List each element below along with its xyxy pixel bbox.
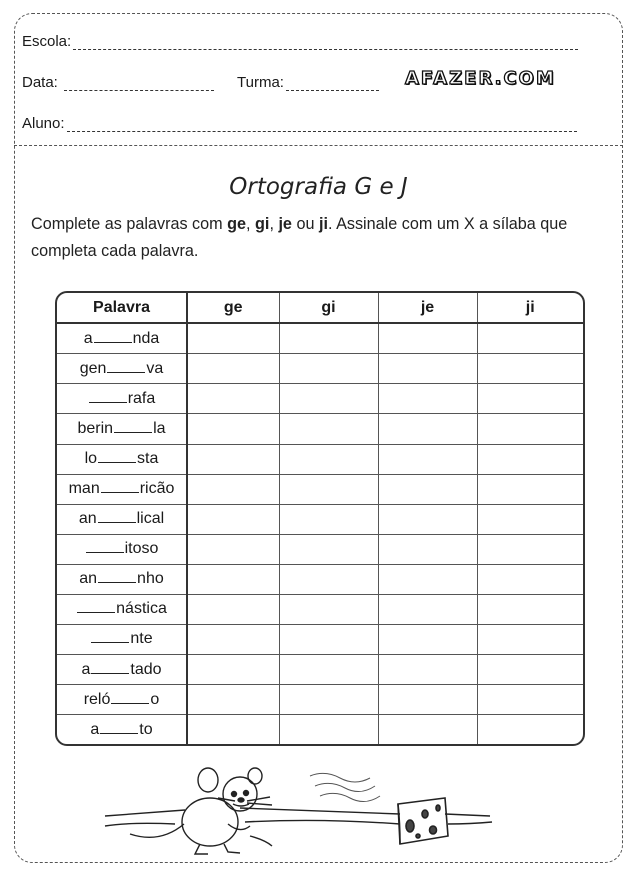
checkbox-cell-je[interactable]: [378, 654, 477, 684]
checkbox-cell-ji[interactable]: [477, 323, 583, 354]
page-title: Ortografia G e J: [229, 174, 408, 200]
checkbox-cell-ji[interactable]: [477, 685, 583, 715]
word-blank[interactable]: [86, 540, 124, 553]
syllable-table: [55, 291, 585, 746]
checkbox-cell-ge[interactable]: [187, 594, 279, 624]
cheese-icon: [398, 798, 448, 844]
checkbox-cell-je[interactable]: [378, 354, 477, 384]
checkbox-cell-je[interactable]: [378, 624, 477, 654]
checkbox-cell-ge[interactable]: [187, 444, 279, 474]
word-blank[interactable]: [98, 450, 136, 463]
word-cell: [57, 685, 187, 715]
brand-logo: AFAZER.COM: [405, 68, 556, 89]
word-blank[interactable]: [94, 330, 132, 343]
word-blank[interactable]: [98, 570, 136, 583]
word-cell: [57, 534, 187, 564]
checkbox-cell-gi[interactable]: [279, 474, 378, 504]
word-suffix: la: [153, 420, 166, 438]
checkbox-cell-ji[interactable]: [477, 564, 583, 594]
checkbox-cell-gi[interactable]: [279, 444, 378, 474]
word-prefix: gen: [79, 359, 107, 377]
checkbox-cell-ge[interactable]: [187, 384, 279, 414]
word-cell: [57, 624, 187, 654]
checkbox-cell-ge[interactable]: [187, 715, 279, 744]
checkbox-cell-gi[interactable]: [279, 685, 378, 715]
word-prefix: an: [78, 510, 97, 528]
checkbox-cell-ji[interactable]: [477, 624, 583, 654]
checkbox-cell-ji[interactable]: [477, 504, 583, 534]
instr-ge: ge: [227, 215, 247, 233]
checkbox-cell-ji[interactable]: [477, 715, 583, 744]
word-blank[interactable]: [91, 630, 129, 643]
table-row: [57, 323, 583, 354]
word-prefix: lo: [84, 450, 98, 468]
instr-gi: gi: [255, 215, 270, 233]
checkbox-cell-gi[interactable]: [279, 354, 378, 384]
header-ge: ge: [187, 293, 279, 323]
checkbox-cell-ji[interactable]: [477, 384, 583, 414]
checkbox-cell-ji[interactable]: [477, 354, 583, 384]
word-suffix: nda: [132, 329, 160, 347]
table-row: [57, 444, 583, 474]
data-line: [64, 78, 214, 91]
checkbox-cell-gi[interactable]: [279, 323, 378, 354]
word-suffix: sta: [137, 450, 159, 468]
checkbox-cell-gi[interactable]: [279, 624, 378, 654]
table-row: [57, 504, 583, 534]
table-row: [57, 384, 583, 414]
word-suffix: tado: [130, 660, 162, 678]
checkbox-cell-ge[interactable]: [187, 354, 279, 384]
checkbox-cell-gi[interactable]: [279, 384, 378, 414]
checkbox-cell-je[interactable]: [378, 414, 477, 444]
word-cell: [57, 323, 187, 354]
table-row: [57, 594, 583, 624]
word-prefix: a: [90, 720, 100, 738]
word-prefix: a: [81, 660, 91, 678]
turma-line: [286, 78, 379, 91]
header-ji: ji: [477, 293, 583, 323]
header-divider: [14, 145, 623, 146]
word-blank[interactable]: [107, 360, 145, 373]
checkbox-cell-je[interactable]: [378, 685, 477, 715]
checkbox-cell-gi[interactable]: [279, 594, 378, 624]
word-suffix: rafa: [127, 389, 156, 407]
word-blank[interactable]: [91, 661, 129, 674]
instructions: [31, 211, 621, 265]
checkbox-cell-ji[interactable]: [477, 534, 583, 564]
word-cell: [57, 654, 187, 684]
turma-field[interactable]: [237, 74, 379, 91]
checkbox-cell-je[interactable]: [378, 384, 477, 414]
checkbox-cell-ge[interactable]: [187, 414, 279, 444]
checkbox-cell-je[interactable]: [378, 564, 477, 594]
checkbox-cell-gi[interactable]: [279, 654, 378, 684]
instr-sep-1: ,: [246, 215, 256, 233]
word-blank[interactable]: [89, 390, 127, 403]
instr-sep-2: ,: [269, 215, 279, 233]
instr-sep-3: ou: [291, 215, 319, 233]
word-cell: [57, 715, 187, 744]
word-suffix: to: [139, 720, 153, 738]
table-row: [57, 624, 583, 654]
checkbox-cell-ji[interactable]: [477, 474, 583, 504]
table-row: [57, 414, 583, 444]
word-cell: [57, 384, 187, 414]
word-cell: [57, 354, 187, 384]
checkbox-cell-ji[interactable]: [477, 414, 583, 444]
checkbox-cell-je[interactable]: [378, 474, 477, 504]
data-field[interactable]: [22, 74, 214, 91]
checkbox-cell-ge[interactable]: [187, 624, 279, 654]
word-prefix: reló: [83, 690, 111, 708]
checkbox-cell-ge[interactable]: [187, 534, 279, 564]
checkbox-cell-je[interactable]: [378, 444, 477, 474]
escola-label: Escola:: [22, 33, 72, 50]
turma-label: Turma:: [237, 74, 284, 91]
instr-ji: ji: [318, 215, 328, 233]
table-header-row: [57, 293, 583, 323]
mouse-cheese-illustration: [100, 764, 500, 859]
table-row: [57, 654, 583, 684]
checkbox-cell-ge[interactable]: [187, 474, 279, 504]
word-blank[interactable]: [114, 420, 152, 433]
checkbox-cell-je[interactable]: [378, 323, 477, 354]
word-suffix: nástica: [116, 600, 167, 618]
checkbox-cell-ji[interactable]: [477, 444, 583, 474]
word-cell: [57, 504, 187, 534]
word-cell: [57, 564, 187, 594]
checkbox-cell-gi[interactable]: [279, 534, 378, 564]
word-blank[interactable]: [111, 691, 149, 704]
checkbox-cell-gi[interactable]: [279, 504, 378, 534]
word-suffix: lical: [136, 510, 165, 528]
word-suffix: o: [150, 690, 160, 708]
checkbox-cell-ge[interactable]: [187, 504, 279, 534]
word-blank[interactable]: [101, 480, 139, 493]
word-suffix: va: [146, 359, 164, 377]
checkbox-cell-je[interactable]: [378, 715, 477, 744]
checkbox-cell-ji[interactable]: [477, 594, 583, 624]
checkbox-cell-ge[interactable]: [187, 564, 279, 594]
instr-je: je: [278, 215, 292, 233]
aluno-label: Aluno:: [22, 115, 65, 132]
checkbox-cell-ji[interactable]: [477, 654, 583, 684]
word-cell: [57, 474, 187, 504]
header-je: je: [378, 293, 477, 323]
word-cell: [57, 444, 187, 474]
data-label: Data:: [22, 74, 58, 91]
mouse-icon: [105, 768, 492, 854]
checkbox-cell-gi[interactable]: [279, 715, 378, 744]
table-row: [57, 474, 583, 504]
table-row: [57, 685, 583, 715]
smell-lines: [310, 773, 380, 801]
word-prefix: an: [79, 570, 98, 588]
word-prefix: a: [83, 329, 93, 347]
escola-field[interactable]: [22, 33, 578, 50]
checkbox-cell-ge[interactable]: [187, 654, 279, 684]
aluno-field[interactable]: [22, 115, 577, 132]
word-blank[interactable]: [98, 510, 136, 523]
word-suffix: nho: [137, 570, 164, 588]
aluno-line: [67, 119, 577, 132]
table-row: [57, 534, 583, 564]
table-row: [57, 564, 583, 594]
checkbox-cell-je[interactable]: [378, 534, 477, 564]
checkbox-cell-gi[interactable]: [279, 564, 378, 594]
word-prefix: berin: [77, 420, 114, 438]
checkbox-cell-ge[interactable]: [187, 685, 279, 715]
table-row: [57, 354, 583, 384]
escola-line: [73, 37, 578, 50]
table-row: [57, 715, 583, 744]
instr-text-1: Complete as palavras com: [31, 215, 228, 233]
checkbox-cell-ge[interactable]: [187, 323, 279, 354]
word-prefix: man: [68, 480, 100, 498]
header-gi: gi: [279, 293, 378, 323]
word-blank[interactable]: [100, 721, 138, 734]
word-suffix: itoso: [124, 540, 159, 558]
word-blank[interactable]: [77, 600, 115, 613]
table-body: [57, 323, 583, 744]
word-cell: [57, 414, 187, 444]
word-suffix: nte: [130, 630, 153, 648]
word-suffix: ricão: [139, 480, 175, 498]
header-palavra: Palavra: [57, 293, 187, 323]
checkbox-cell-je[interactable]: [378, 594, 477, 624]
word-cell: [57, 594, 187, 624]
checkbox-cell-je[interactable]: [378, 504, 477, 534]
instr-text-2: . Assinale com um X a sílaba que completa cada palavra.: [31, 215, 568, 260]
checkbox-cell-gi[interactable]: [279, 414, 378, 444]
